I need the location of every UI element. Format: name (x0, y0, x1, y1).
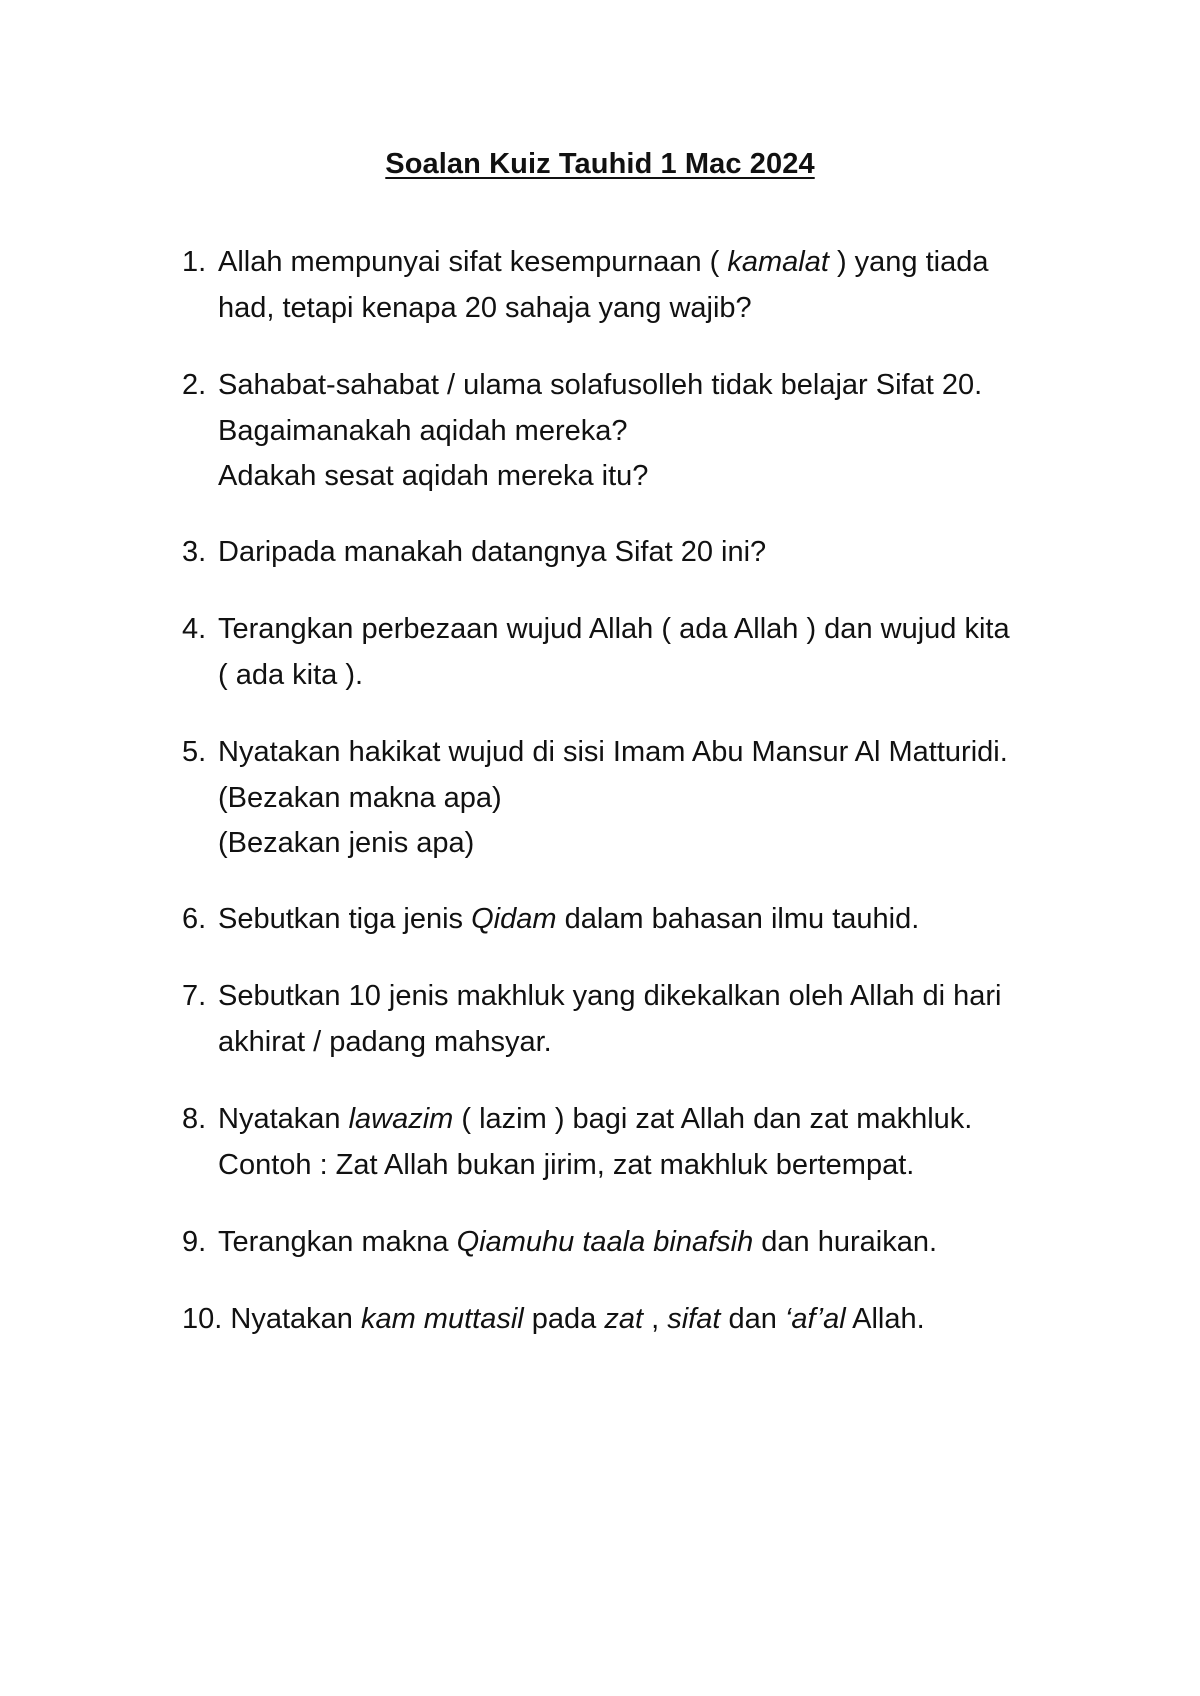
italic-term: kam muttasil (360, 1303, 524, 1335)
question-line: ( ada kita ). (218, 658, 364, 691)
question-number: 4. (182, 613, 207, 645)
question-8 (182, 1097, 1062, 1188)
question-2 (182, 363, 1062, 500)
question-3 (182, 530, 1062, 576)
italic-term: zat (604, 1303, 644, 1335)
question-line: Sahabat-sahabat / ulama solafusolleh tidak belajar Sifat 20. (218, 369, 983, 401)
question-number: 9. (182, 1226, 207, 1258)
question-10 (182, 1297, 1062, 1343)
italic-term: ‘af’al (784, 1303, 846, 1335)
italic-term: kamalat (727, 246, 829, 278)
question-line: (Bezakan jenis apa) (218, 827, 475, 859)
question-line: 10. Nyatakan kam muttasil pada zat , sifat dan ‘af’al Allah. (182, 1303, 925, 1335)
italic-term: Qiamuhu taala binafsih (456, 1226, 754, 1258)
italic-term: Qidam (471, 903, 557, 935)
question-6 (182, 897, 1062, 943)
question-line: Nyatakan hakikat wujud di sisi Imam Abu Mansur Al Matturidi. (218, 736, 1008, 768)
question-4 (182, 607, 1062, 698)
question-number: 10. (182, 1303, 223, 1335)
question-line: Contoh : Zat Allah bukan jirim, zat makhluk bertempat. (218, 1148, 915, 1181)
question-number: 3. (182, 536, 207, 568)
question-line: Bagaimanakah aqidah mereka? (218, 414, 628, 447)
question-number: 1. (182, 246, 207, 278)
question-line: Allah mempunyai sifat kesempurnaan ( kamalat ) yang tiada (218, 246, 989, 278)
question-5 (182, 730, 1062, 867)
question-line: Nyatakan lawazim ( lazim ) bagi zat Allah dan zat makhluk. (218, 1103, 973, 1135)
question-9 (182, 1220, 1062, 1266)
question-1 (182, 240, 1062, 331)
question-line: Terangkan makna Qiamuhu taala binafsih dan huraikan. (218, 1226, 938, 1258)
question-7 (182, 974, 1062, 1065)
question-line: (Bezakan makna apa) (218, 781, 502, 814)
italic-term: sifat (667, 1303, 721, 1335)
italic-term: lawazim (348, 1103, 454, 1135)
question-number: 6. (182, 903, 207, 935)
question-number: 2. (182, 369, 207, 401)
question-line: Sebutkan 10 jenis makhluk yang dikekalkan oleh Allah di hari (218, 980, 1002, 1012)
question-line: had, tetapi kenapa 20 sahaja yang wajib? (218, 291, 752, 324)
question-line: Daripada manakah datangnya Sifat 20 ini? (218, 536, 767, 568)
question-line: Terangkan perbezaan wujud Allah ( ada Allah ) dan wujud kita (218, 613, 1010, 645)
question-number: 8. (182, 1103, 207, 1135)
page-title: Soalan Kuiz Tauhid 1 Mac 2024 (385, 148, 815, 180)
question-line: Sebutkan tiga jenis Qidam dalam bahasan ilmu tauhid. (218, 903, 920, 935)
question-number: 7. (182, 980, 207, 1012)
question-line: akhirat / padang mahsyar. (218, 1025, 552, 1058)
question-number: 5. (182, 736, 207, 768)
question-line: Adakah sesat aqidah mereka itu? (218, 460, 649, 492)
